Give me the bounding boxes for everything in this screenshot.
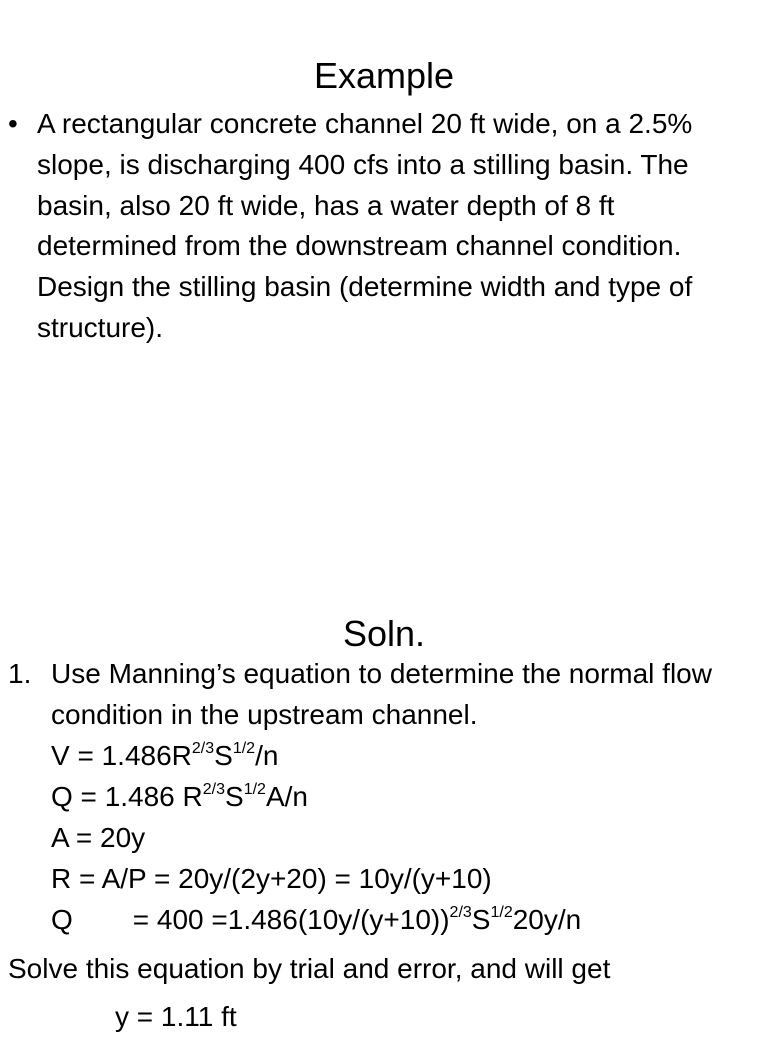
solution-title: Soln. [342,613,426,654]
exponent: 2/3 [191,740,215,757]
example-title: Example [313,55,455,96]
exponent: 1/2 [243,781,266,798]
eq-part: S [225,781,244,812]
eq-part: 20y/n [512,904,582,935]
exponent: 2/3 [449,904,472,921]
eq-part: Q = 1.486 R [51,781,203,812]
step-description: Use Manning’s equation to determine the normal flow condition in the upstream channel. [51,658,712,730]
exponent: 1/2 [232,740,256,757]
exponent: 1/2 [490,904,513,921]
step-number: 1. [8,658,32,689]
eq-part: /n [255,740,279,771]
area-equation: A = 20y [51,822,146,853]
discharge-equation [51,776,758,817]
velocity-equation [51,735,758,776]
flow-equation [51,899,758,940]
eq-part: S [471,904,491,935]
solution-step-1 [8,653,758,940]
problem-statement [8,104,708,349]
step-body [51,653,758,940]
problem-text: A rectangular concrete channel 20 ft wide, on a 2.5% slope, is discharging 400 cfs into a stilling basin. The basin, also 20 ft wide, has a water depth of 8 ft determined from the downstream channel condition. Design the stilling basin (determine width and type of structure). [37,108,693,343]
depth-result: y = 1.11 ft [115,1001,237,1032]
bullet-marker: • [8,108,18,139]
eq-part: V = 1.486R [51,740,192,771]
eq-part: S [214,740,233,771]
eq-part: = 400 =1.486(10y/(y+10)) [132,904,450,935]
eq-part: Q [51,904,73,935]
eq-part: A/n [265,781,308,812]
hydraulic-radius-equation: R = A/P = 20y/(2y+20) = 10y/(y+10) [51,863,492,894]
exponent: 2/3 [202,781,226,798]
solve-instruction: Solve this equation by trial and error, and will get [8,953,611,984]
